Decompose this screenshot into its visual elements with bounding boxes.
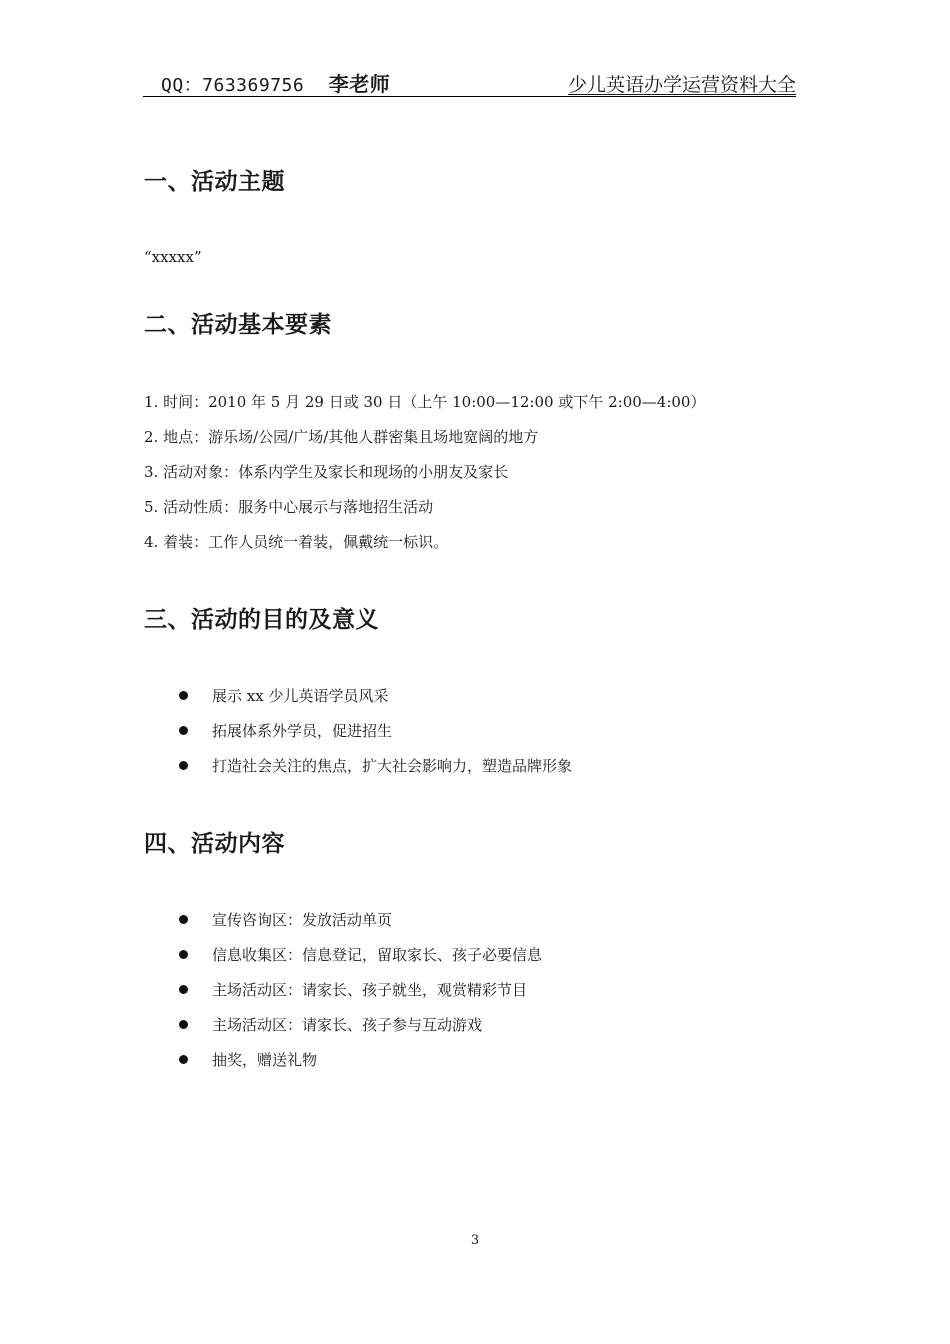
header-contact	[161, 68, 390, 97]
bullet-text: 打造社会关注的焦点，扩大社会影响力，塑造品牌形象	[212, 757, 573, 775]
bullet-dot-icon	[179, 1055, 188, 1064]
header-teacher: 李老师	[328, 72, 391, 96]
list-item: 2. 地点：游乐场/公园/广场/其他人群密集且场地宽阔的地方	[144, 428, 539, 446]
theme-text: “xxxxx”	[144, 248, 202, 266]
bullet-dot-icon	[179, 1020, 188, 1029]
section-heading-content: 四、活动内容	[144, 831, 285, 857]
bullet-dot-icon	[179, 915, 188, 924]
section-heading-elements: 二、活动基本要素	[144, 312, 332, 338]
list-item: 1. 时间：2010 年 5 月 29 日或 30 日（上午 10:00—12:00 或下午 2:00—4:00）	[144, 393, 706, 411]
bullet-dot-icon	[179, 726, 188, 735]
bullet-text: 主场活动区：请家长、孩子就坐，观赏精彩节目	[212, 981, 528, 999]
section-heading-theme: 一、活动主题	[144, 169, 285, 195]
list-item: 3. 活动对象：体系内学生及家长和现场的小朋友及家长	[144, 463, 509, 481]
bullet-dot-icon	[179, 985, 188, 994]
bullet-text: 主场活动区：请家长、孩子参与互动游戏	[212, 1016, 483, 1034]
bullet-dot-icon	[179, 691, 188, 700]
bullet-text: 拓展体系外学员，促进招生	[212, 722, 393, 740]
bullet-text: 展示 xx 少儿英语学员风采	[212, 687, 389, 705]
header-title: 少儿英语办学运营资料大全	[567, 74, 796, 96]
bullet-text: 抽奖，赠送礼物	[212, 1051, 318, 1069]
bullet-dot-icon	[179, 950, 188, 959]
header-qq: QQ：763369756	[161, 75, 305, 96]
bullet-text: 信息收集区：信息登记，留取家长、孩子必要信息	[212, 946, 543, 964]
bullet-text: 宣传咨询区：发放活动单页	[212, 911, 393, 929]
section-heading-purpose: 三、活动的目的及意义	[144, 607, 379, 633]
page-number: 3	[470, 1233, 480, 1248]
bullet-dot-icon	[179, 761, 188, 770]
list-item: 5. 活动性质：服务中心展示与落地招生活动	[144, 498, 434, 516]
page-header	[143, 66, 796, 97]
list-item: 4. 着装：工作人员统一着装，佩戴统一标识。	[144, 533, 449, 551]
